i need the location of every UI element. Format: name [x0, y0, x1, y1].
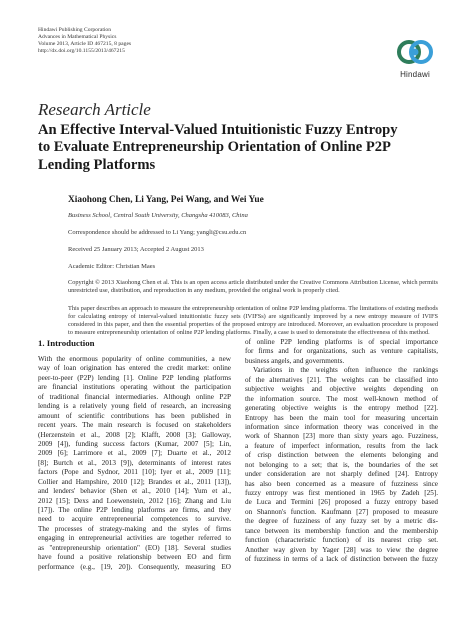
right-column	[245, 338, 438, 565]
paper-title	[38, 122, 438, 174]
text-line: need to acquire entrepreneurial competences to survive.	[38, 515, 231, 524]
received-accepted-dates: Received 25 January 2013; Accepted 2 August 2013	[68, 246, 204, 253]
text-line: the information source. The most well-known method of	[245, 394, 438, 403]
left-column	[38, 355, 231, 572]
text-line: not belonging to a set; that is, the boundaries of the set	[245, 460, 438, 469]
text-line: [8]; Burtch et al., 2013 [9]), determinants of interest rates	[38, 458, 231, 467]
text-line: way of loan origination has entered the credit market: online	[38, 364, 231, 373]
text-line: as "entrepreneurship orientation" (EO) [18]. Several studies	[38, 543, 231, 552]
text-line: 2009 [6]; Larrimore et al., 2009 [7]; Duarte et al., 2012	[38, 449, 231, 458]
text-line: (Herzenstein et al., 2008 [2]; Klafft, 2008 [3]; Galloway,	[38, 430, 231, 439]
text-line: a feature of imperfect information, results from the lack	[245, 441, 438, 450]
hindawi-logo-icon	[392, 38, 438, 68]
text-line: 2009 [4]), funding success factors (Kumar, 2007 [5]; Lin,	[38, 439, 231, 448]
text-line: have found a positive relationship between EO and firm	[38, 553, 231, 562]
journal-name: Advances in Mathematical Physics	[38, 33, 117, 40]
text-line: tance between its membership function and the membership	[245, 526, 438, 535]
title-line: Lending Platforms	[38, 156, 156, 173]
correspondence: Correspondence should be addressed to Li Yang; yangli@csu.edu.cn	[68, 229, 247, 236]
text-line: of crisp distinction between the elements belonging and	[245, 451, 438, 460]
text-line: Variations in the weights often influence the rankings	[253, 366, 438, 375]
text-line: fuzzy entropy was first mentioned in 1965 by Zadeh [25].	[245, 489, 438, 497]
text-line: under consideration are not sharply defined [24]. Entropy	[245, 470, 438, 479]
title-line: An Effective Interval-Valued Intuitionistic Fuzzy Entropy	[38, 122, 398, 138]
text-line: function (characteristic function) of its nearest crisp set.	[245, 536, 438, 545]
text-line: of traditional financial intermediaries. Although online P2P	[38, 392, 231, 401]
text-line: are financial institutions operating without the participation	[38, 383, 231, 392]
text-line: of online P2P lending platforms is of special importance	[245, 338, 438, 346]
text-line: and lenders' behavior (Shen et al., 2010 [14]; Yum et al.,	[38, 487, 231, 496]
text-line: Collier and Hampshire, 2010 [12]; Brandes et al., 2011 [13]),	[38, 477, 231, 486]
text-line: engaging in entrepreneurial activities are together referred to	[38, 534, 231, 543]
text-line: business angels, and governments.	[245, 356, 345, 365]
volume-info: Volume 2013, Article ID 467215, 8 pages	[38, 40, 132, 47]
text-line: of fuzziness in terms of a lack of distinction between the fuzzy	[245, 555, 438, 564]
author-list: Xiaohong Chen, Li Yang, Pei Wang, and Wei Yue	[68, 195, 264, 205]
text-line: subjective weights and objective weights depending on	[245, 385, 438, 394]
text-line: peer-to-peer (P2P) lending [1]. Online P2P lending platforms	[38, 373, 231, 382]
text-line: 2012 [15]; Dexs and Loewenstein, 2012 [16]; Zhang and Liu	[38, 496, 231, 505]
text-line: the degree of fuzziness of any fuzzy set by a metric dis-	[245, 517, 438, 526]
text-line: work of Shannon [23] more than sixty years ago. Fuzziness,	[245, 432, 438, 441]
text-line: of the alternatives [21]. The weights can be classified into	[245, 375, 438, 384]
text-line: factors (Pope and Sydnor, 2011 [10]; Iyer et al., 2009 [11];	[38, 468, 231, 477]
copyright-notice: Copyright © 2013 Xiaohong Chen et al. This is an open access article distributed under the Creative Commons Attribution License, which permits unrestricted use, distribution, and reproduction in any medium, provided the original work is properly cited.	[68, 279, 438, 294]
text-line: has also been concerned as a measure of fuzziness since	[245, 479, 438, 488]
text-line: amount of scientific contributions has been published in	[38, 411, 231, 420]
section-heading: 1. Introduction	[38, 338, 95, 348]
abstract: This paper describes an approach to measure the entrepreneurship orientation of online P2P lending platforms. The limitations of existing methods for calculating entropy of interval-valued intuitionistic fuzzy sets (IVIFSs) are significantly improved by a new entropy measure of IVIFS considered in this paper, and then the essential properties of the proposed entropy are introduced. Moreover, an evaluation procedure is proposed to measure entrepreneurship orientation of online P2P lending platforms. Finally, a case is used to demonstrate the effectiveness of this method.	[68, 305, 438, 336]
text-line: The processes of strategy-making and the styles of firms	[38, 524, 231, 533]
text-line: generating objective weights is the entropy method [22].	[245, 404, 438, 413]
text-line: on Shannon's function. Kaufmann [27] proposed to measure	[245, 507, 438, 516]
article-type: Research Article	[38, 100, 151, 119]
title-line: to Evaluate Entrepreneurship Orientation of Online P2P	[38, 139, 391, 156]
text-line: information since information theory was conceived in the	[245, 422, 438, 431]
journal-meta	[38, 27, 131, 55]
academic-editor: Academic Editor: Christian Maes	[68, 263, 156, 270]
text-line: lending is a relatively young field of research, an increasing	[38, 402, 231, 411]
text-line: Entropy has been the main tool for measuring uncertain	[245, 413, 438, 422]
text-line: [17]). The online P2P lending platforms are firms, and they	[38, 506, 231, 514]
publisher-name: Hindawi Publishing Corporation	[38, 27, 112, 33]
doi-link[interactable]: http://dx.doi.org/10.1155/2013/467215	[38, 47, 125, 54]
logo-text: Hindawi	[400, 70, 430, 79]
text-line: for firms and for organizations, such as venture capitalists,	[245, 347, 438, 356]
affiliation: Business School, Central South University, Changsha 410083, China	[68, 212, 248, 219]
text-line: recent years. The main research is focused on stakeholders	[38, 421, 231, 430]
text-line: performance (e.g., [19, 20]). Consequently, measuring EO	[38, 562, 231, 571]
text-line: With the enormous popularity of online communities, a new	[38, 355, 231, 363]
text-line: Another way given by Yager [28] was to view the degree	[245, 545, 438, 554]
text-line: de Luca and Termini [26] proposed a fuzzy entropy based	[245, 498, 438, 507]
